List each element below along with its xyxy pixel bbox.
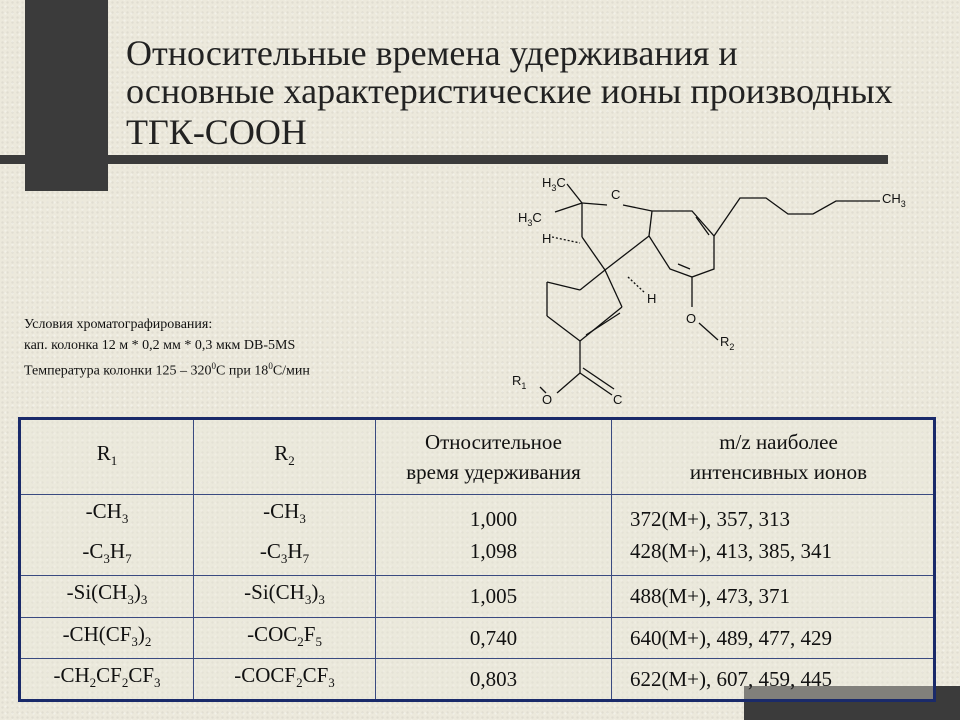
chromatography-conditions bbox=[24, 314, 310, 382]
title-line-2: основные характеристические ионы производных bbox=[126, 71, 893, 111]
h-lower-label: H bbox=[647, 291, 657, 306]
header-r1: $R_1$ bbox=[20, 419, 194, 495]
cell-ions: 372(M+), 357, 313 428(M+), 413, 385, 341 bbox=[612, 495, 935, 576]
table-row bbox=[20, 658, 935, 700]
cell-r2: $-COC_2F_5$ bbox=[194, 617, 376, 658]
decorative-horizontal-bar bbox=[0, 155, 888, 164]
cell-retention-time: 0,740 bbox=[376, 617, 612, 658]
conditions-temperature: Температура колонки $125 - 320^0С$ при $18^0С$/мин bbox=[24, 361, 310, 379]
cell-r2: $-CH_3$ $-C_3H_7$ bbox=[194, 495, 376, 576]
ch3-right-label: $CH_3$ bbox=[882, 191, 906, 209]
header-r2: $R_2$ bbox=[194, 419, 376, 495]
cell-r2: $-COCF_2CF_3$ bbox=[194, 658, 376, 700]
header-ions: m/z наиболее интенсивных ионов bbox=[612, 419, 935, 495]
h3c-top-label: $H_3C$ bbox=[542, 175, 566, 193]
cell-retention-time: 1,000 1,098 bbox=[376, 495, 612, 576]
header-retention-time: Относительное время удерживания bbox=[376, 419, 612, 495]
conditions-column: кап. колонка 12 м * 0,2 мм * 0,3 мкм DB-5MS bbox=[24, 338, 296, 353]
cell-r2: $-Si(CH_3)_3$ bbox=[194, 576, 376, 617]
o-right-label: O bbox=[686, 311, 697, 326]
r2-label: $R_2$ bbox=[720, 334, 735, 352]
retention-table bbox=[18, 417, 936, 702]
cell-ions: 640(M+), 489, 477, 429 bbox=[612, 617, 935, 658]
cell-ions: 488(M+), 473, 371 bbox=[612, 576, 935, 617]
cell-r1: $-CH_3$ $-C_3H_7$ bbox=[20, 495, 194, 576]
h3c-mid-label: $H_3C$ bbox=[518, 210, 542, 228]
slide-title bbox=[126, 34, 893, 151]
cell-retention-time: 1,005 bbox=[376, 576, 612, 617]
cell-retention-time: 0,803 bbox=[376, 658, 612, 700]
h-upper-label: H bbox=[542, 231, 552, 246]
thc-cooh-structure bbox=[500, 165, 940, 415]
r1-label: $R_1$ bbox=[512, 373, 527, 391]
table-row bbox=[20, 617, 935, 658]
conditions-heading: Условия хроматографирования: bbox=[24, 317, 213, 332]
c-bottom-label: C bbox=[613, 392, 623, 407]
title-line-1: Относительные времена удерживания и bbox=[126, 33, 738, 73]
c-top-label: C bbox=[611, 187, 621, 202]
title-line-3: ТГК-COOH bbox=[126, 112, 307, 152]
cell-r1: $-CH(CF_3)_2$ bbox=[20, 617, 194, 658]
cell-ions: 622(M+), 607, 459, 445 bbox=[612, 658, 935, 700]
table-row bbox=[20, 576, 935, 617]
o-left-label: O bbox=[542, 392, 553, 407]
table-row bbox=[20, 495, 935, 576]
table-header-row bbox=[20, 419, 935, 495]
cell-r1: $-Si(CH_3)_3$ bbox=[20, 576, 194, 617]
cell-r1: $-CH_2CF_2CF_3$ bbox=[20, 658, 194, 700]
